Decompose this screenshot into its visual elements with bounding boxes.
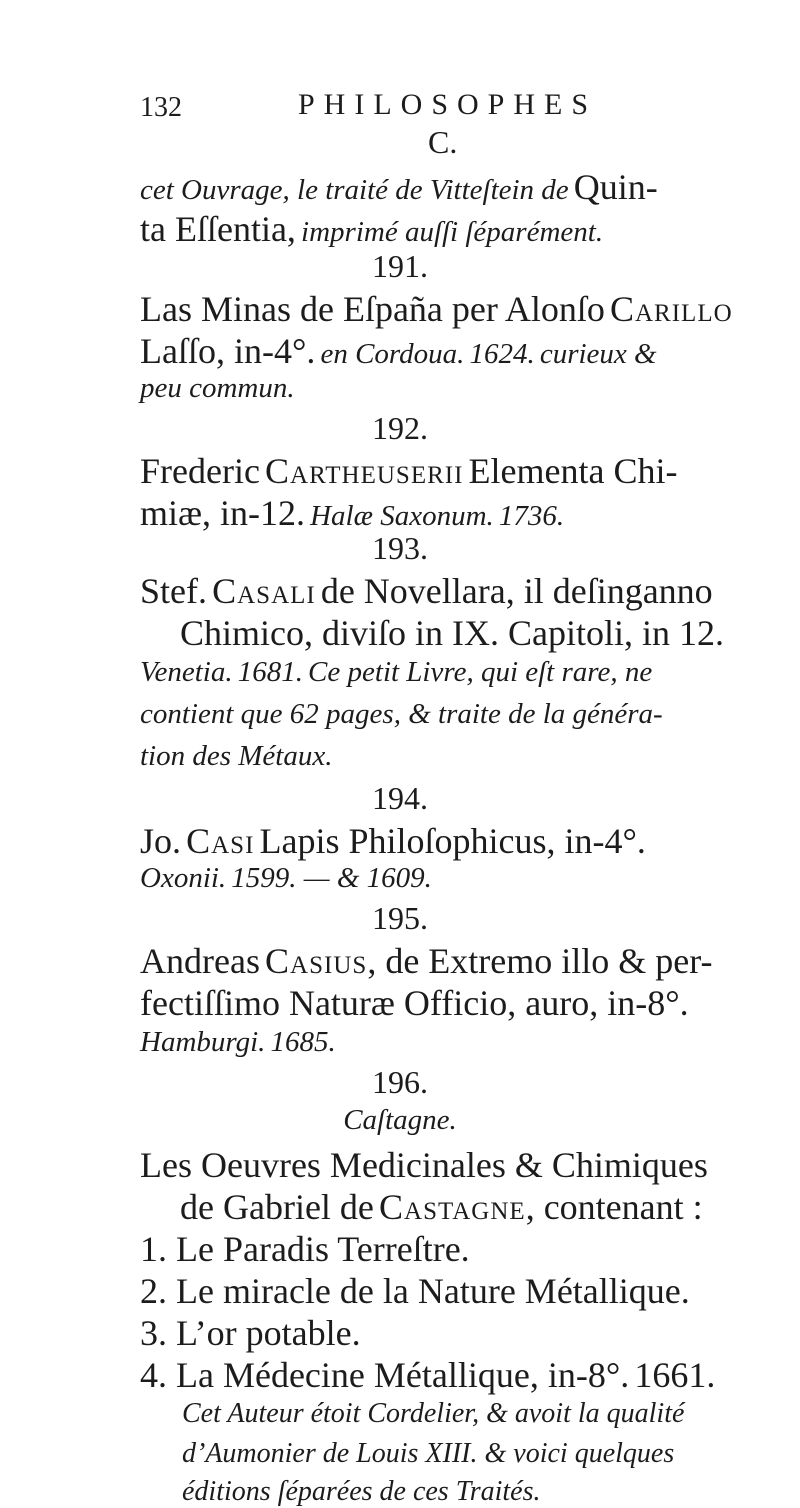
list-item: 2. Le miracle de la Nature Métallique. bbox=[140, 1271, 690, 1311]
entry-193-line bbox=[140, 570, 713, 612]
entry-text: Elementa Chi- bbox=[468, 451, 678, 491]
entry-text: Halæ Saxonum. bbox=[310, 500, 494, 532]
entry-text: Hamburgi. bbox=[140, 1026, 266, 1058]
entry-text: Stef. bbox=[140, 571, 207, 611]
entry-191-line bbox=[140, 288, 733, 330]
entry-number: 192. bbox=[372, 410, 428, 446]
section-letter: C. bbox=[428, 124, 458, 160]
page-number: 132 bbox=[140, 92, 182, 123]
entry-text: , contenant : bbox=[525, 1187, 703, 1227]
entry-text: curieux & bbox=[539, 338, 657, 370]
entry-195-line bbox=[140, 940, 713, 982]
entry-text: , de Extremo illo & per- bbox=[367, 941, 713, 981]
entry-193-line: contient que 62 pages, & traite de la généra- bbox=[140, 698, 663, 730]
entry-text: Ce petit Livre, qui eſt rare, ne bbox=[308, 656, 653, 688]
entry-194-line bbox=[140, 862, 432, 895]
entry-196-note: éditions ſéparées de ces Traités. bbox=[182, 1476, 541, 1507]
entry-text: Andreas bbox=[140, 941, 260, 981]
running-title: PHILOSOPHES bbox=[298, 88, 598, 121]
entry-text: Lapis Philoſophicus, in-4°. bbox=[259, 821, 646, 861]
list-item: 1. Le Paradis Terreſtre. bbox=[140, 1229, 470, 1269]
entry-196-line bbox=[180, 1186, 703, 1228]
entry-number: 196. bbox=[372, 1064, 428, 1100]
entry-195-line: fectiſſimo Naturæ Officio, auro, in-8°. bbox=[140, 983, 689, 1023]
list-item bbox=[140, 1354, 715, 1396]
entry-year: 1599. — & 1609. bbox=[231, 862, 432, 894]
author-name: Castagne bbox=[379, 1187, 526, 1227]
entry-text: Laſſo, in-4°. bbox=[140, 331, 316, 371]
entry-196-line: Les Oeuvres Medicinales & Chimiques bbox=[140, 1145, 708, 1185]
entry-subheading: Caſtagne. bbox=[343, 1104, 457, 1136]
list-item: 3. L’or potable. bbox=[140, 1313, 361, 1353]
author-name: Casius bbox=[265, 941, 368, 981]
entry-text: Jo. bbox=[140, 821, 182, 861]
entry-year: 1685. bbox=[270, 1026, 336, 1058]
entry-195-line bbox=[140, 1026, 336, 1059]
entry-text: Oxonii. bbox=[140, 862, 227, 894]
author-name: Cartheuserii bbox=[265, 451, 464, 491]
entry-192-line bbox=[140, 492, 564, 534]
entry-text: de Novellara, il deſinganno bbox=[320, 571, 713, 611]
entry-196-note: Cet Auteur étoit Cordelier, & avoit la qualité bbox=[182, 1398, 685, 1429]
entry-text: cet Ouvrage, le traité de Vitteſtein de bbox=[140, 174, 569, 206]
entry-number: 191. bbox=[372, 248, 428, 284]
entry-text: miæ, in-12. bbox=[140, 493, 306, 533]
entry-193-line bbox=[140, 656, 652, 689]
entry-190-line bbox=[140, 166, 658, 208]
entry-191-line bbox=[140, 330, 657, 372]
entry-number: 194. bbox=[372, 780, 428, 816]
entry-text: 4. La Médecine Métallique, in-8°. bbox=[140, 1355, 630, 1395]
entry-193-line: tion des Métaux. bbox=[140, 740, 333, 772]
entry-194-line bbox=[140, 820, 646, 862]
entry-number: 195. bbox=[372, 900, 428, 936]
entry-year: 1624. bbox=[469, 338, 535, 370]
entry-196-note: d’Aumonier de Louis XIII. & voici quelques bbox=[182, 1438, 675, 1469]
entry-year: 1661. bbox=[634, 1355, 716, 1395]
entry-191-line: peu commun. bbox=[140, 372, 295, 404]
entry-year: 1736. bbox=[498, 500, 565, 532]
entry-193-line: Chimico, diviſo in IX. Capitoli, in 12. bbox=[180, 613, 724, 653]
entry-text: imprimé auſſi ſéparément. bbox=[301, 216, 604, 248]
entry-text: de Gabriel de bbox=[180, 1187, 374, 1227]
entry-text: ta Eſſentia, bbox=[140, 209, 296, 249]
entry-190-line bbox=[140, 208, 603, 250]
entry-text: Frederic bbox=[140, 451, 260, 491]
entry-text: Venetia. bbox=[140, 656, 233, 688]
entry-year: 1681. bbox=[237, 656, 303, 688]
author-name: Carillo bbox=[609, 289, 733, 329]
entry-text: Las Minas de Eſpaña per Alonſo bbox=[140, 289, 605, 329]
author-name: Casi bbox=[186, 821, 255, 861]
entry-192-line bbox=[140, 450, 677, 492]
entry-text: en Cordoua. bbox=[320, 338, 465, 370]
entry-number: 193. bbox=[372, 530, 428, 566]
author-name: Casali bbox=[212, 571, 316, 611]
entry-text: Quin- bbox=[573, 167, 658, 207]
